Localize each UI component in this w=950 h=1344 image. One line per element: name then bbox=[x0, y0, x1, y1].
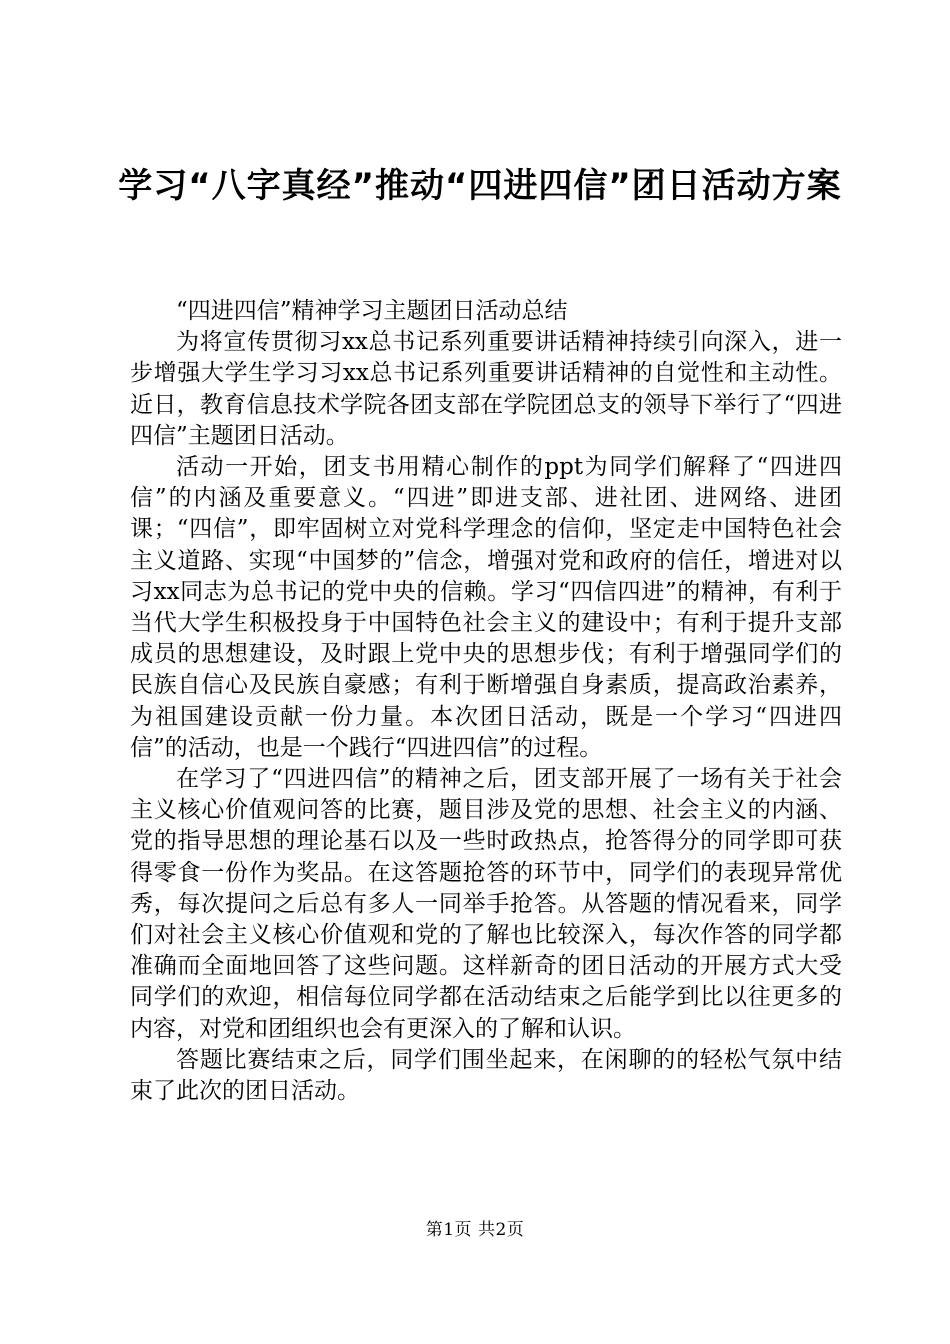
page-number: 第1页 共2页 bbox=[425, 1220, 525, 1240]
document-body bbox=[130, 296, 842, 1107]
document-subtitle: “四进四信”精神学习主题团日活动总结 bbox=[176, 298, 568, 324]
paragraph-4: 答题比赛结束之后，同学们围坐起来，在闲聊的的轻松气氛中结束了此次的团日活动。 bbox=[130, 1046, 842, 1105]
paragraph-2: 活动一开始，团支书用精心制作的ppt为同学们解释了“四进四信”的内涵及重要意义。“四进”即进支部、进社团、进网络、进团课；“四信”，即牢固树立对党科学理念的信仰，坚定走中国特色社会主义道路、实现“中国梦的”信念，增强对党和政府的信任，增进对以习xx同志为总书记的党中央的信赖。学习“四信四进”的精神，有利于当代大学生积极投身于中国特色社会主义的建设中；有利于提升支部成员的思想建设，及时跟上党中央的思想步伐；有利于增强同学们的民族自信心及民族自豪感；有利于断增强自身素质，提高政治素养，为祖国建设贡献一份力量。本次团日活动，既是一个学习“四进四信”的活动，也是一个践行“四进四信”的过程。 bbox=[130, 454, 842, 761]
paragraph-3: 在学习了“四进四信”的精神之后，团支部开展了一场有关于社会主义核心价值观问答的比赛，题目涉及党的思想、社会主义的内涵、党的指导思想的理论基石以及一些时政热点，抢答得分的同学即可获得零食一份作为奖品。在这答题抢答的环节中，同学们的表现异常优秀，每次提问之后总有多人一同举手抢答。从答题的情况看来，同学们对社会主义核心价值观和党的了解也比较深入，每次作答的同学都准确而全面地回答了这些问题。这样新奇的团日活动的开展方式大受同学们的欢迎，相信每位同学都在活动结束之后能学到比以往更多的内容，对党和团组织也会有更深入的了解和认识。 bbox=[130, 766, 842, 1042]
document-title: 学习“八字真经”推动“四进四信”团日活动方案 bbox=[118, 166, 842, 206]
paragraph-1: 为将宣传贯彻习xx总书记系列重要讲话精神持续引向深入，进一步增强大学生学习习xx总书记系列重要讲话精神的自觉性和主动性。近日，教育信息技术学院各团支部在学院团总支的领导下举行了“四进四信”主题团日活动。 bbox=[130, 329, 842, 449]
